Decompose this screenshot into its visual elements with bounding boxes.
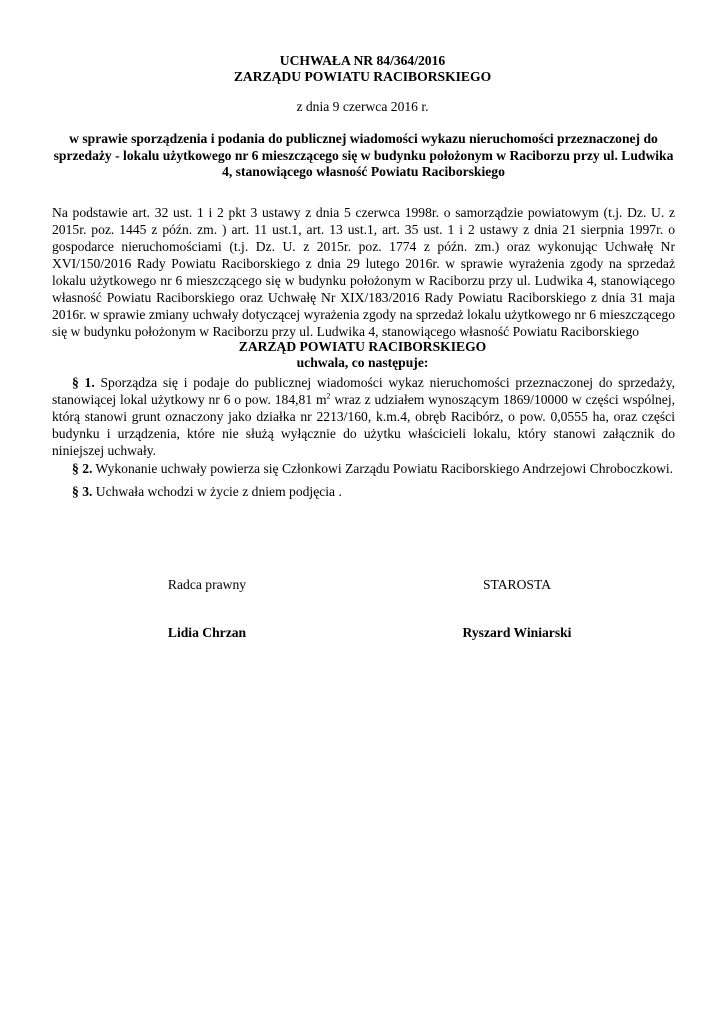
resolution-number: UCHWAŁA NR 84/364/2016: [279, 53, 446, 68]
signatory-right-role: STAROSTA: [482, 577, 552, 592]
signatory-left-name: Lidia Chrzan: [167, 625, 247, 640]
paragraph-text: Uchwała wchodzi w życie z dniem podjęcia .: [92, 484, 342, 499]
resolution-title: [0, 53, 725, 85]
issuing-body: ZARZĄDU POWIATU RACIBORSKIEGO: [233, 69, 492, 84]
board-name: ZARZĄD POWIATU RACIBORSKIEGO: [238, 339, 487, 354]
legal-basis-preamble: Na podstawie art. 32 ust. 1 i 2 pkt 3 ustawy z dnia 5 czerwca 1998r. o samorządzie powiatowym (t.j. Dz. U. z 2015r. poz. 1445 z późn. zm. ) art. 11 ust.1, art. 13 ust.1, art. 35 ust. 1 i 2 ustawy z dnia 21 sierpnia 1997r. o gospodarce nieruchomościami (t.j. Dz. U. z 2015r. poz. 1774 z późn. zm.) oraz wykonując Uchwałę Nr XVI/150/2016 Rady Powiatu Raciborskiego z dnia 29 lutego 2016r. w sprawie wyrażenia zgody na sprzedaż lokalu użytkowego nr 6 mieszczącego się w budynku położonym w Raciborzu przy ul. Ludwika 4, stanowiącego własność Powiatu Raciborskiego oraz Uchwałę Nr XIX/183/2016 Rady Powiatu Raciborskiego z dnia 31 maja 2016r. w sprawie zmiany uchwały dotyczącej wyrażenia zgody na sprzedaż lokalu użytkowego nr 6 mieszczącego się w budynku położonym w Raciborzu przy ul. Ludwika 4, stanowiącego własność Powiatu Raciborskiego: [52, 205, 675, 339]
paragraph-3: [52, 483, 675, 500]
board-resolves-heading: [0, 339, 725, 371]
resolution-subject: w sprawie sporządzenia i podania do publicznej wiadomości wykazu nieruchomości przeznaczonej do sprzedaży - lokalu użytkowego nr 6 mieszczącego się w budynku położonym w Raciborzu przy ul. Ludwika 4, stanowiącego własność Powiatu Raciborskiego: [53, 131, 674, 179]
resolution-date: z dnia 9 czerwca 2016 r.: [296, 99, 429, 114]
paragraph-1: [52, 374, 675, 459]
paragraph-2: [52, 460, 675, 477]
paragraph-text-continued: wraz z udziałem wynoszącym 1869/10000 w części wspólnej, którą stanowi grunt oznaczony jako działka nr 2213/160, k.m.4, obręb Racibórz, o pow. 0,0555 ha, oraz części budynku i urządzenia, które nie służą wyłącznie do użytku właścicieli lokalu, który stanowi załącznik do niniejszej uchwały.: [52, 392, 675, 458]
signatory-right-name: Ryszard Winiarski: [462, 625, 572, 640]
paragraph-number: § 1.: [72, 375, 95, 390]
paragraph-number: § 3.: [72, 484, 93, 499]
resolves-phrase: uchwala, co następuje:: [296, 355, 429, 370]
signatory-left-role: Radca prawny: [167, 577, 247, 592]
paragraph-text: Wykonanie uchwały powierza się Członkowi Zarządu Powiatu Raciborskiego Andrzejowi Chroboczkowi.: [92, 461, 674, 476]
paragraph-number: § 2.: [72, 461, 93, 476]
paragraph-text: Sporządza się i podaje do publicznej wiadomości wykaz nieruchomości przeznaczonej do sprzedaży, stanowiącej lokal użytkowy nr 6 o pow. 184,81 m: [52, 375, 676, 407]
superscript: 2: [326, 391, 331, 401]
